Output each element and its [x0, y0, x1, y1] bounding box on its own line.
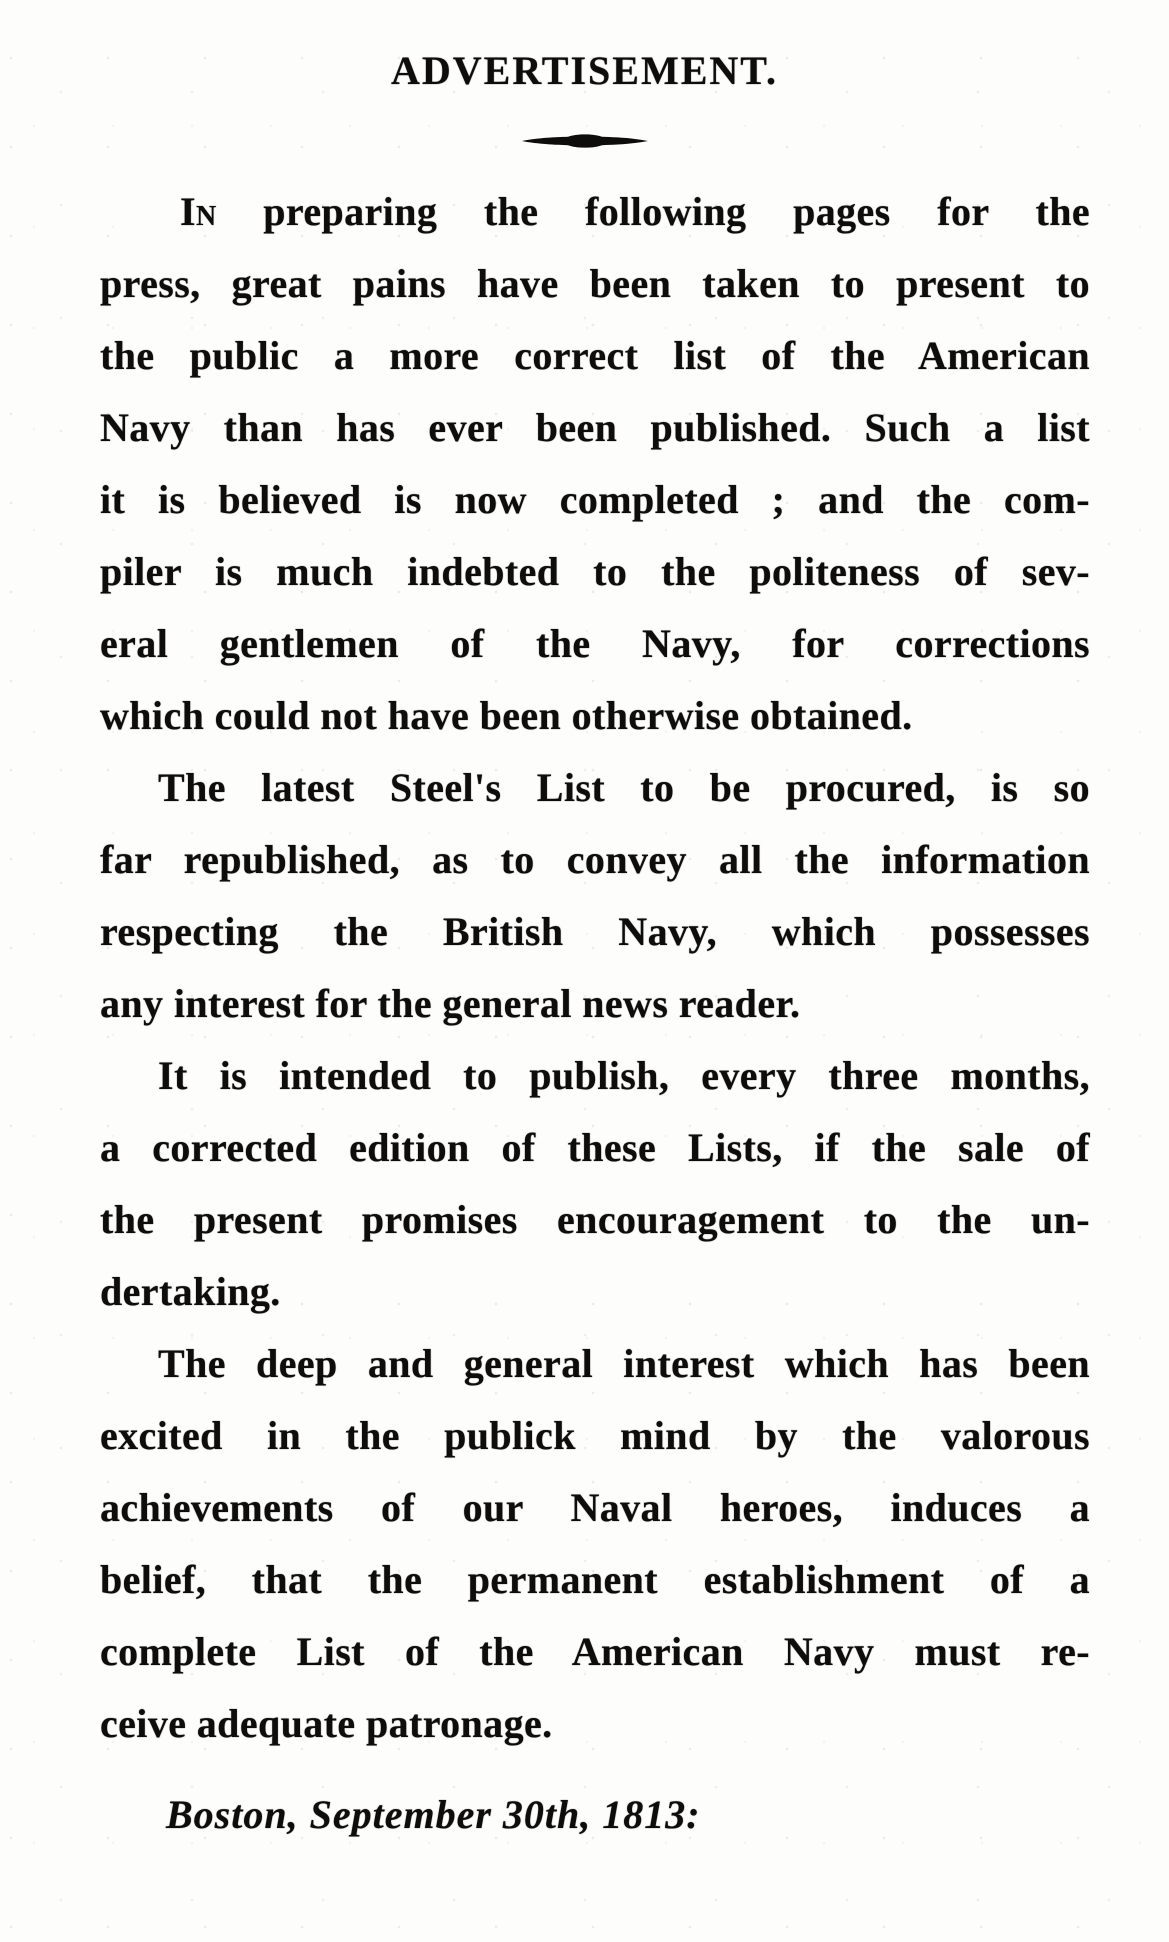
body-line: complete List of the American Navy must re- [100, 1629, 1090, 1674]
body-line: achievements of our Naval heroes, induces a [100, 1485, 1090, 1530]
swelled-rule-divider-icon [515, 130, 655, 152]
body-line: Navy than has ever been published. Such a list [100, 405, 1090, 450]
paragraph-3 [100, 1040, 1090, 1328]
body-line: a corrected edition of these Lists, if the sale of [100, 1125, 1090, 1170]
body-line: any interest for the general news reader. [100, 981, 801, 1026]
paragraph-4 [100, 1328, 1090, 1760]
body-line: it is believed is now completed ; and the com- [100, 477, 1090, 522]
body-line: It is intended to publish, every three months, [158, 1053, 1090, 1098]
scanned-book-page [0, 49, 1169, 1942]
body-line: dertaking. [100, 1269, 281, 1314]
body-line: the public a more correct list of the American [100, 333, 1090, 378]
body-line [100, 176, 1090, 248]
dateline: Boston, September 30th, 1813: [166, 1792, 701, 1837]
body-line: ceive adequate patronage. [100, 1701, 553, 1746]
body-line: excited in the publick mind by the valorous [100, 1413, 1090, 1458]
body-line: the present promises encouragement to the un- [100, 1197, 1090, 1242]
body-line: far republished, as to convey all the information [100, 837, 1090, 882]
body-line: The deep and general interest which has been [158, 1341, 1090, 1386]
body-line: eral gentlemen of the Navy, for corrections [100, 621, 1090, 666]
body-line: piler is much indebted to the politeness of sev- [100, 549, 1090, 594]
body-line: which could not have been otherwise obtained. [100, 693, 913, 738]
paragraph-1 [100, 176, 1090, 752]
body-line: press, great pains have been taken to present to [100, 261, 1090, 306]
paragraph-2 [100, 752, 1090, 1040]
body-line: belief, that the permanent establishment of a [100, 1557, 1090, 1602]
body-line: The latest Steel's List to be procured, is so [158, 765, 1090, 810]
line-text: preparing the following pages for the [263, 189, 1091, 234]
page-title: ADVERTISEMENT. [390, 48, 779, 93]
small-caps-lead-word: In [180, 189, 217, 234]
body-text [100, 176, 1090, 1760]
body-line: respecting the British Navy, which possesses [100, 909, 1090, 954]
